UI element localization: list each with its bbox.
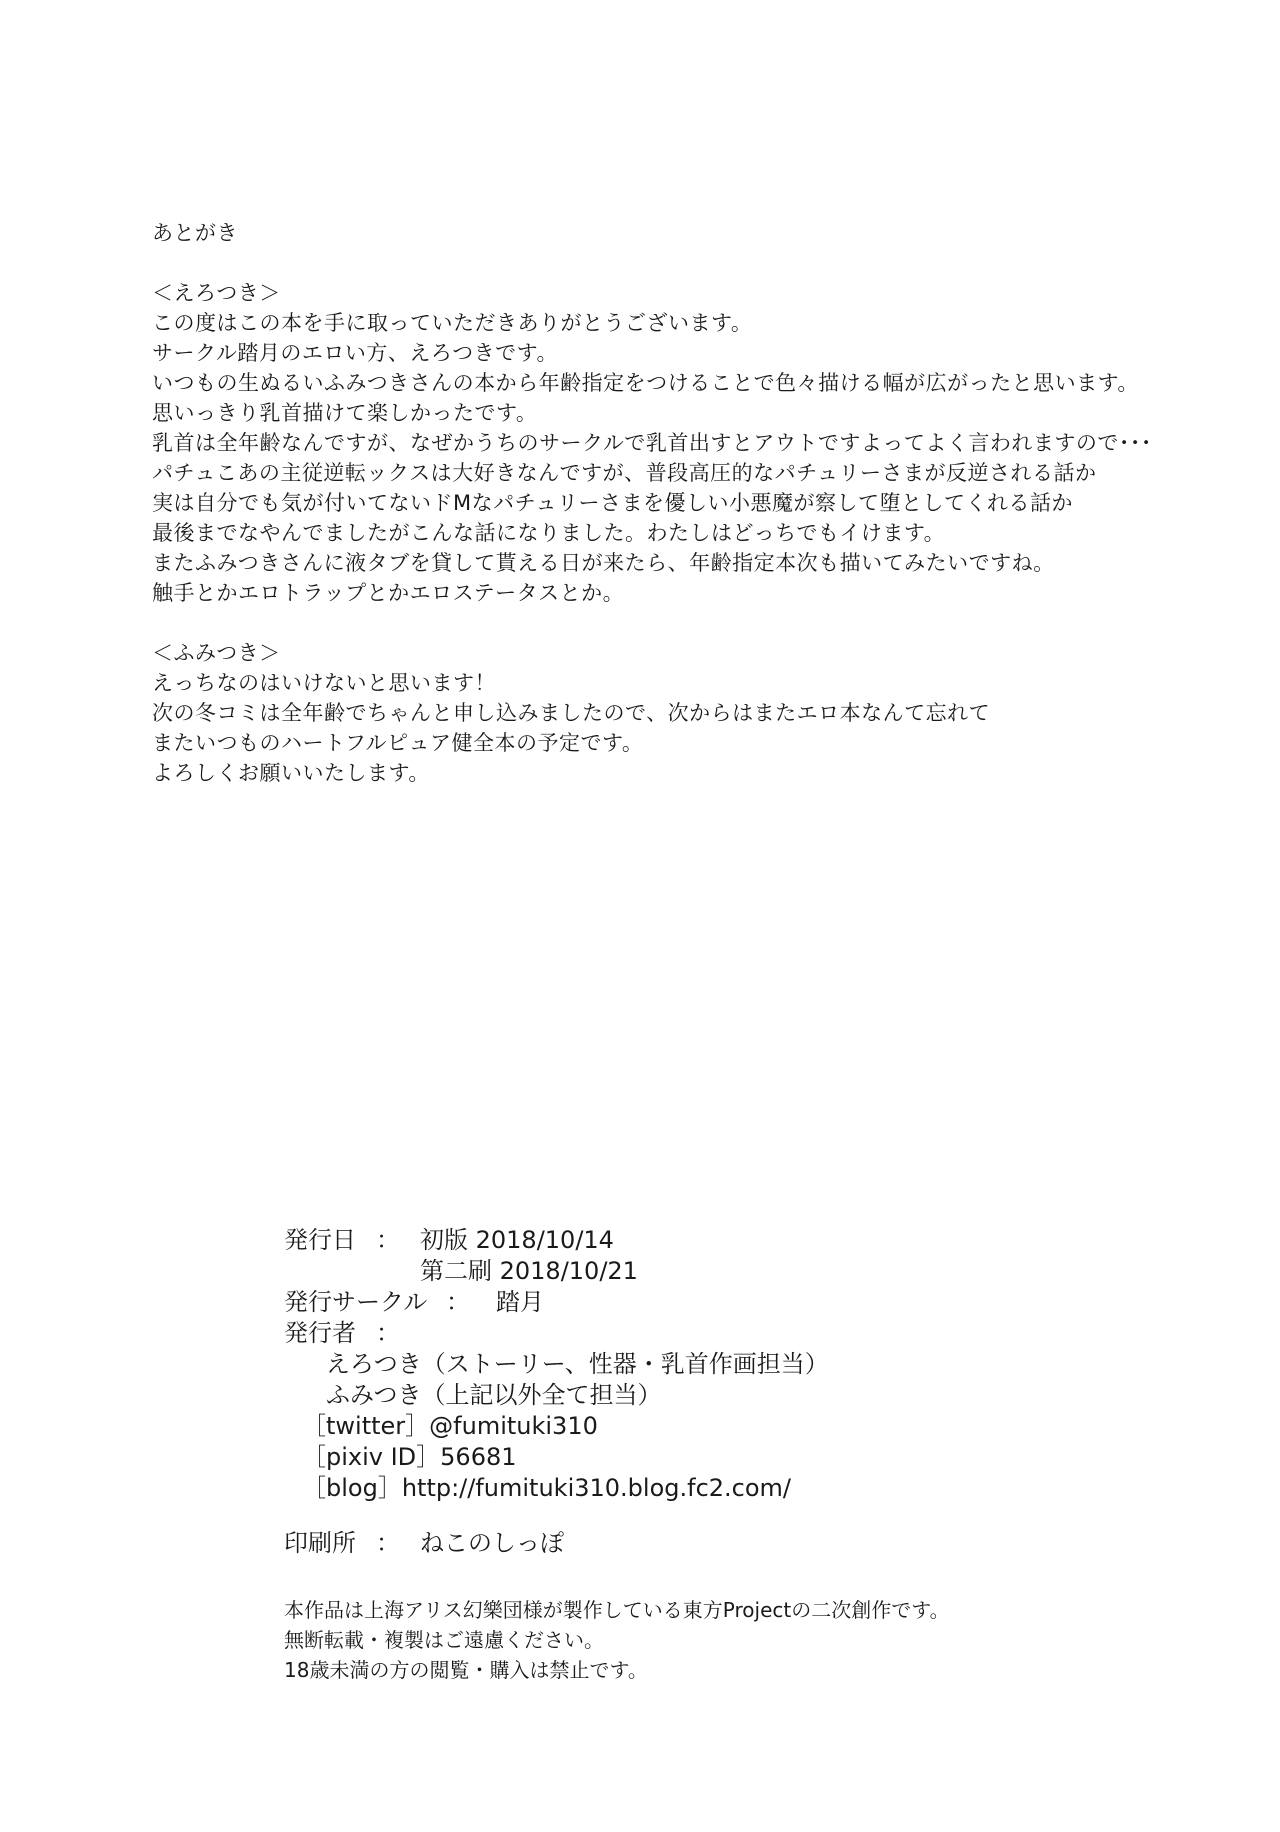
- afterword-line: 実は自分でも気が付いてないドMなパチュリーさまを優しい小悪魔が察して堕としてくれる話か: [152, 491, 1073, 515]
- blog-row: [284, 1473, 1084, 1504]
- printer-row: [284, 1528, 1084, 1559]
- blog-url: ［blog］http://fumituki310.blog.fc2.com/: [302, 1474, 792, 1502]
- printer-name: ねこのしっぽ: [420, 1529, 564, 1557]
- publish-date-label: 発行日: [284, 1226, 356, 1254]
- afterword-title: あとがき: [152, 221, 238, 245]
- author-fumitsuki: ふみつき（上記以外全て担当）: [326, 1381, 662, 1409]
- pixiv-id: ［pixiv ID］56681: [302, 1443, 517, 1471]
- afterword-line: いつもの生ぬるいふみつきさんの本から年齢指定をつけることで色々描ける幅が広がったと思います。: [152, 371, 1139, 395]
- author-row: [284, 1380, 1084, 1411]
- afterword-line: 最後までなやんでましたがこんな話になりました。わたしはどっちでもイけます。: [152, 521, 946, 545]
- copyright-notice: [284, 1595, 1084, 1685]
- colon: ：: [376, 1319, 400, 1347]
- afterword-section: [152, 218, 1212, 788]
- circle-label: 発行サークル: [284, 1288, 428, 1316]
- notice-line-doujin: 本作品は上海アリス幻樂団様が製作している東方Projectの二次創作です。: [284, 1598, 950, 1622]
- afterword-line: またふみつきさんに液タブを貸して貰える日が来たら、年齢指定本次も描いてみたいですね。: [152, 551, 1055, 575]
- circle-name: 踏月: [496, 1288, 544, 1316]
- notice-line-reprint: 無断転載・複製はご遠慮ください。: [284, 1628, 604, 1652]
- publisher-label: 発行者: [284, 1319, 356, 1347]
- twitter-handle: ［twitter］@fumituki310: [302, 1412, 598, 1440]
- afterword-line: よろしくお願いいたします。: [152, 761, 430, 785]
- section-header-erotsuki: ＜えろつき＞: [152, 281, 281, 305]
- afterword-line: パチュこあの主従逆転ックスは大好きなんですが、普段高圧的なパチュリーさまが反逆される話か: [152, 461, 1097, 485]
- afterword-line: サークル踏月のエロい方、えろつきです。: [152, 341, 558, 365]
- colophon: [284, 1225, 1084, 1559]
- colon: ：: [376, 1529, 400, 1557]
- afterword-line: 触手とかエロトラップとかエロステータスとか。: [152, 581, 625, 605]
- afterword-line: またいつものハートフルピュア健全本の予定です。: [152, 731, 644, 755]
- afterword-line: えっちなのはいけないと思います！: [152, 671, 496, 695]
- second-edition-date: 第二刷 2018/10/21: [420, 1257, 638, 1285]
- first-edition-date: 初版 2018/10/14: [420, 1226, 614, 1254]
- publish-date-row: [284, 1225, 1084, 1256]
- author-erotsuki: えろつき（ストーリー、性器・乳首作画担当）: [326, 1350, 829, 1378]
- afterword-line: 思いっきり乳首描けて楽しかったです。: [152, 401, 538, 425]
- afterword-line: この度はこの本を手に取っていただきありがとうございます。: [152, 311, 753, 335]
- printer-label: 印刷所: [284, 1529, 356, 1557]
- pixiv-row: [284, 1442, 1084, 1473]
- section-header-fumitsuki: ＜ふみつき＞: [152, 641, 281, 665]
- second-edition-row: [284, 1256, 1084, 1287]
- afterword-line: 乳首は全年齢なんですが、なぜかうちのサークルで乳首出すとアウトですよってよく言われますので･･･: [152, 431, 1152, 455]
- publisher-row: [284, 1318, 1084, 1349]
- afterword-line: 次の冬コミは全年齢でちゃんと申し込みましたので、次からはまたエロ本なんて忘れて: [152, 701, 991, 725]
- author-row: [284, 1349, 1084, 1380]
- twitter-row: [284, 1411, 1084, 1442]
- circle-row: [284, 1287, 1084, 1318]
- colon: ：: [376, 1226, 400, 1254]
- colon: ：: [446, 1288, 470, 1316]
- notice-line-age: 18歳未満の方の閲覧・購入は禁止です。: [284, 1658, 648, 1682]
